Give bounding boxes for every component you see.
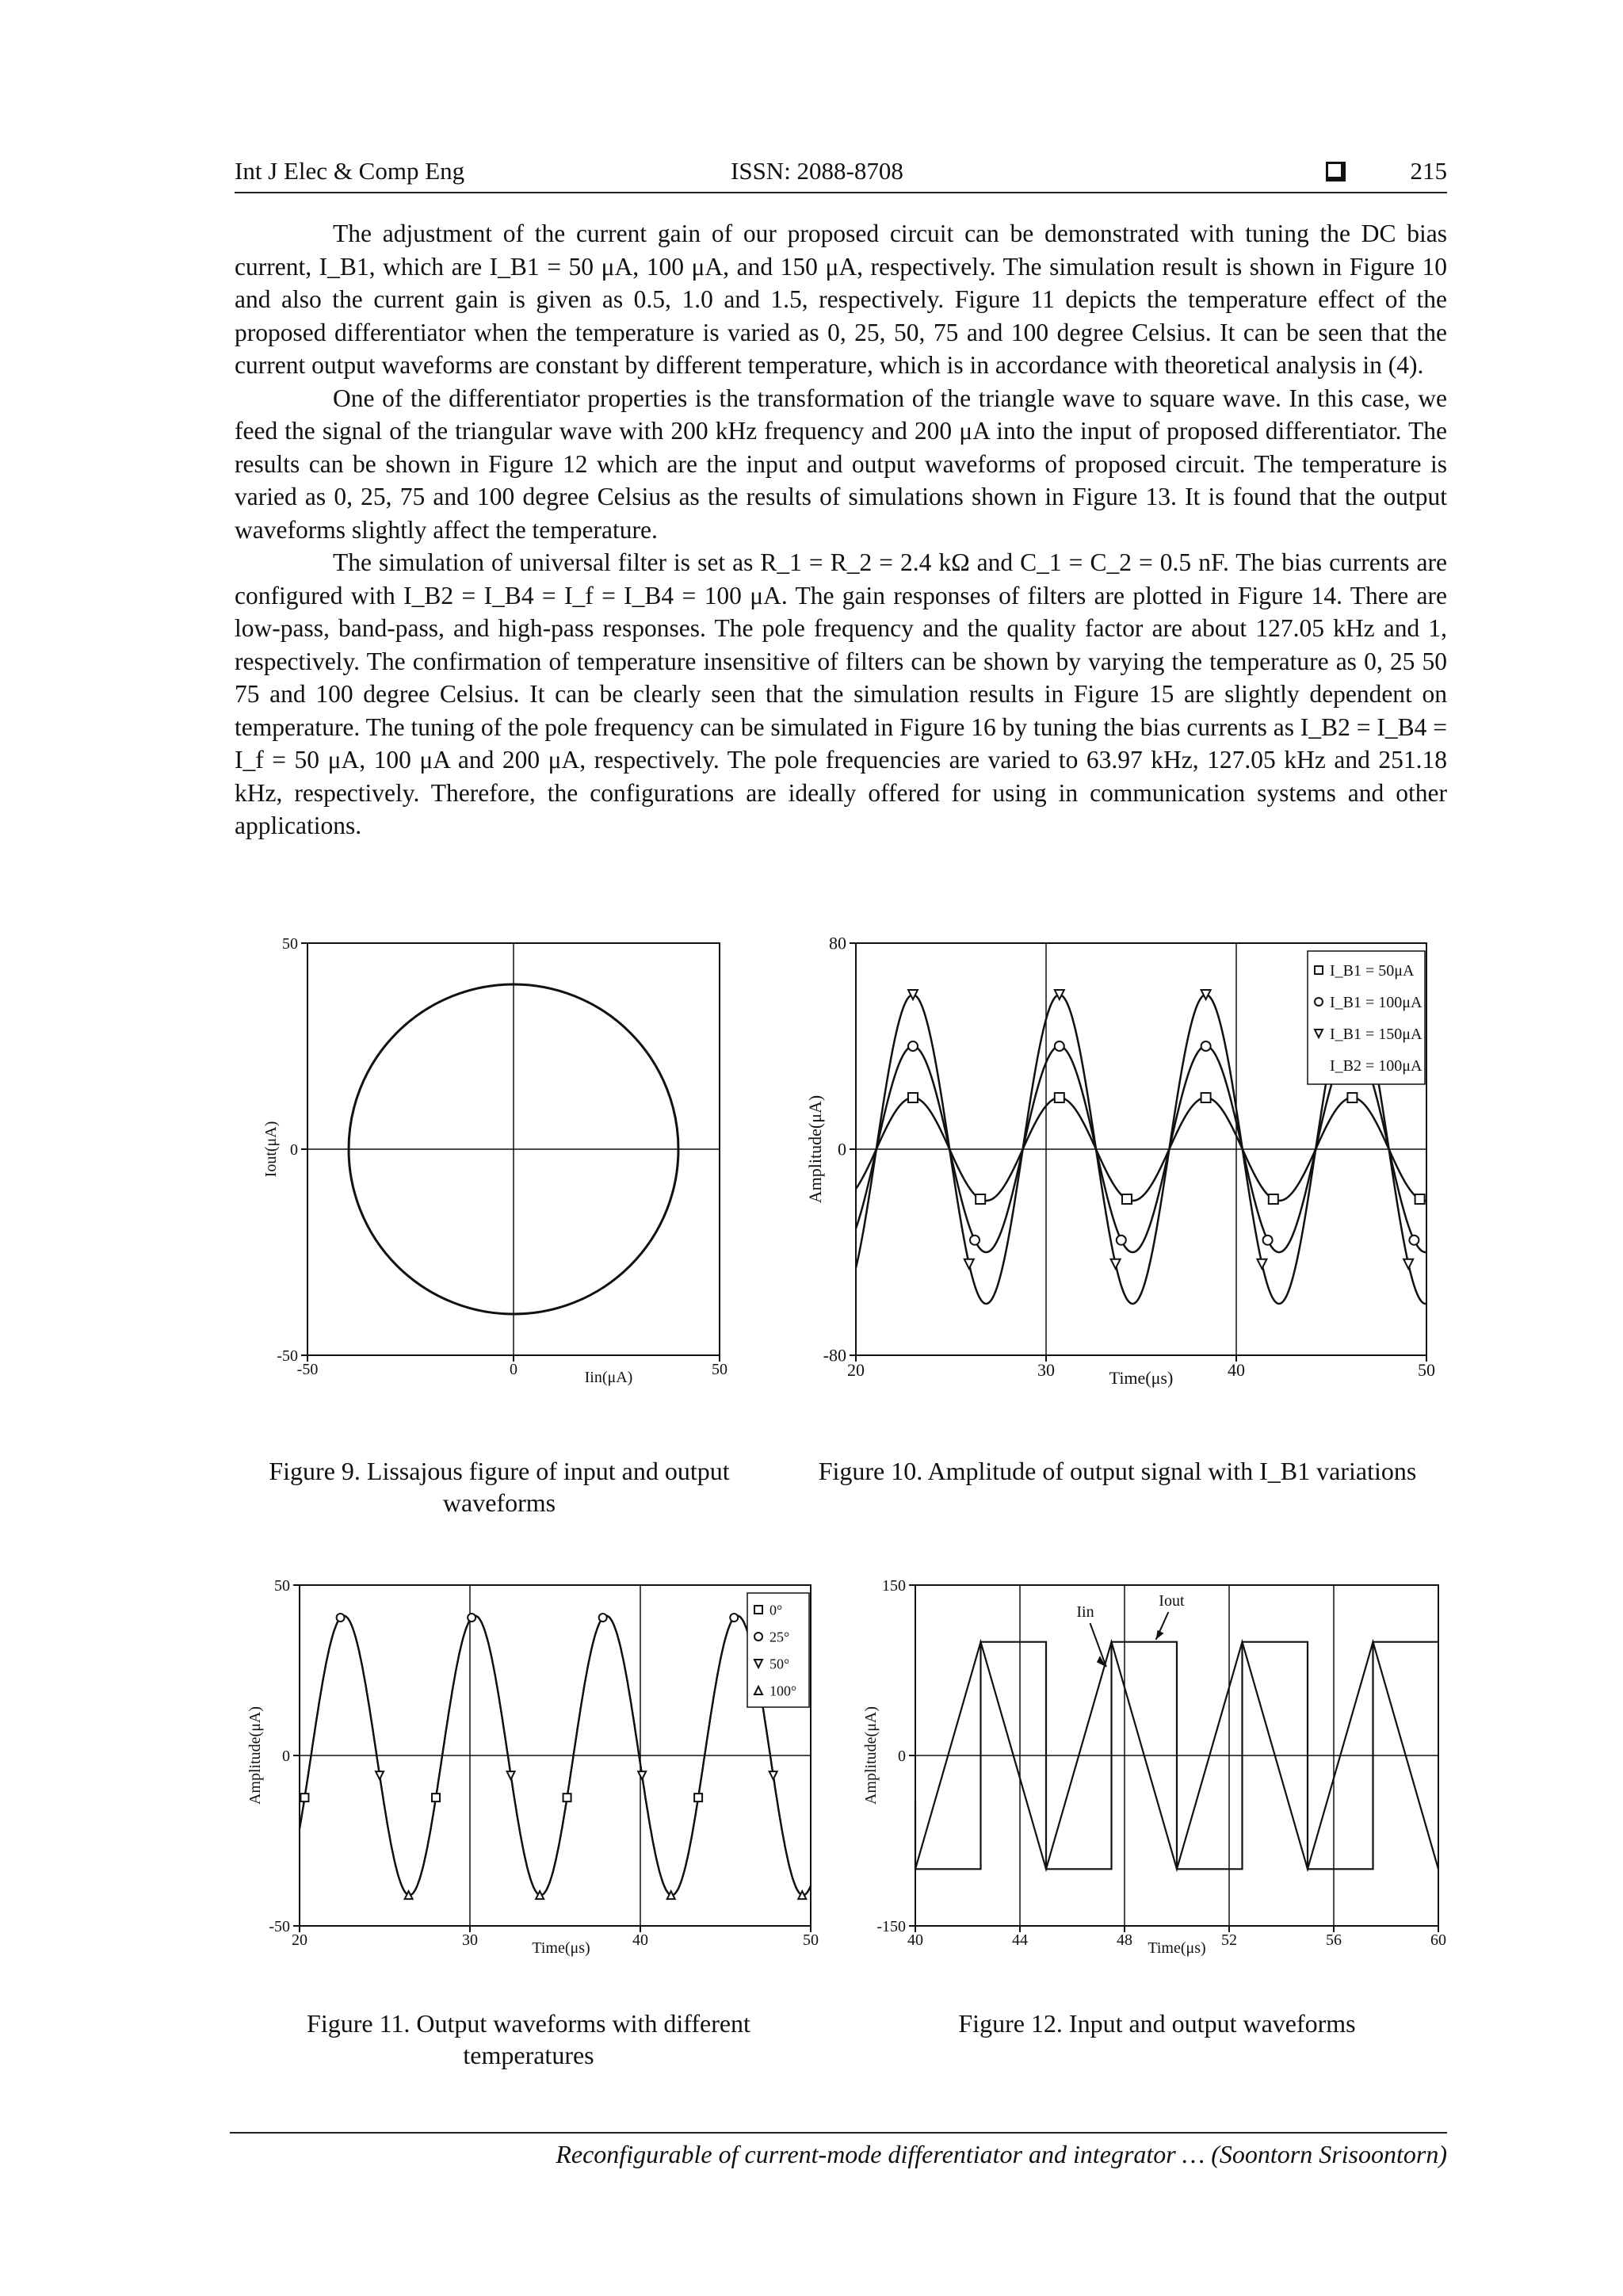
x-tick-label: 20 bbox=[292, 1931, 307, 1949]
y-tick-label: 150 bbox=[882, 1577, 906, 1595]
data-marker bbox=[300, 1794, 308, 1801]
y-tick-label: 0 bbox=[290, 1141, 298, 1159]
fig9-svg bbox=[252, 927, 759, 1403]
legend-label: 50° bbox=[769, 1656, 790, 1672]
figure-9-caption: Figure 9. Lissajous figure of input and output waveforms bbox=[269, 1457, 730, 1517]
fig12-svg bbox=[860, 1577, 1446, 1973]
data-marker bbox=[908, 1041, 918, 1051]
x-axis-label: Time(μs) bbox=[1109, 1368, 1174, 1388]
paragraph-3: The simulation of universal filter is set as R_1 = R_2 = 2.4 kΩ and C_1 = C_2 = 0.5 nF. The bias currents are configured with I_B2 = I_B4 = I_f = I_B4 = 100 μA. The gain responses of filters are plotted in Figure 14. There are low-pass, band-pass, and high-pass responses. The pole frequency and the quality factor are about 127.05 kHz and 1, respectively. The confirmation of temperature insensitive of filters can be shown by varying the temperature as 0, 25 50 75 and 100 degree Celsius. It can be clearly seen that the simulation results in Figure 15 are slightly dependent on temperature. The tuning of the pole frequency can be simulated in Figure 16 by tuning the bias currents as I_B2 = I_B4 = I_f = 50 μA, 100 μA and 200 μA, respectively. The pole frequencies are varied to 63.97 kHz, 127.05 kHz and 251.18 kHz, respectively. Therefore, the configurations are ideally offered for using in communication systems and other applications. bbox=[235, 548, 1447, 839]
data-marker bbox=[1201, 1041, 1211, 1051]
arrow-head-icon bbox=[1156, 1630, 1164, 1640]
data-marker bbox=[337, 1614, 345, 1622]
y-tick-label: -50 bbox=[277, 1347, 298, 1365]
data-marker bbox=[730, 1614, 738, 1622]
y-axis-label: Amplitude(μA) bbox=[805, 1095, 825, 1204]
x-tick-label: 48 bbox=[1117, 1931, 1132, 1949]
data-marker bbox=[638, 1771, 646, 1779]
data-marker bbox=[1055, 1041, 1064, 1051]
y-tick-label: 0 bbox=[898, 1748, 906, 1765]
figure-12-caption: Figure 12. Input and output waveforms bbox=[958, 2009, 1356, 2038]
y-tick-label: -50 bbox=[269, 1918, 290, 1935]
data-marker bbox=[1122, 1194, 1132, 1204]
page-header bbox=[235, 155, 1447, 193]
x-axis-label: Time(μs) bbox=[1148, 1939, 1206, 1957]
x-tick-label: 0 bbox=[510, 1361, 517, 1378]
legend-note: I_B2 = 100μA bbox=[1330, 1057, 1423, 1075]
data-marker bbox=[376, 1771, 384, 1779]
box-icon bbox=[1326, 162, 1343, 179]
data-marker bbox=[908, 990, 918, 999]
y-axis-label: Iout(μA) bbox=[262, 1121, 280, 1178]
x-tick-label: 44 bbox=[1012, 1931, 1028, 1949]
y-axis-label: Amplitude(μA) bbox=[246, 1706, 264, 1805]
figure-9-lissajous bbox=[252, 927, 759, 1403]
data-marker bbox=[1409, 1236, 1419, 1245]
x-tick-label: 40 bbox=[632, 1931, 648, 1949]
data-marker bbox=[970, 1236, 980, 1245]
x-tick-label: 60 bbox=[1430, 1931, 1446, 1949]
y-tick-label: -80 bbox=[823, 1345, 846, 1366]
legend-label: 25° bbox=[769, 1629, 790, 1645]
paragraph-1: The adjustment of the current gain of our proposed circuit can be demonstrated with tuning the DC bias current, I_B1, which are I_B1 = 50 μA, 100 μA, and 150 μA, respectively. The simulation result is shown in Figure 10 and also the current gain is given as 0.5, 1.0 and 1.5, respectively. Figure 11 depicts the temperature effect of the proposed differentiator when the temperature is varied as 0, 25, 50, 75 and 100 degree Celsius. It can be seen that the current output waveforms are constant by different temperature, which is in accordance with theoretical analysis in (4). bbox=[235, 220, 1447, 379]
data-marker bbox=[1415, 1194, 1425, 1204]
footer-rule bbox=[230, 2132, 1447, 2134]
data-marker bbox=[1055, 1093, 1064, 1102]
data-marker bbox=[1403, 1259, 1413, 1269]
data-marker bbox=[1117, 1236, 1126, 1245]
y-tick-label: -150 bbox=[876, 1918, 906, 1935]
legend-label: I_B1 = 50μA bbox=[1330, 962, 1415, 980]
x-tick-label: 52 bbox=[1221, 1931, 1237, 1949]
footer-text: Reconfigurable of current-mode differentiator and integrator … (Soontorn Srisoontorn) bbox=[556, 2140, 1447, 2168]
x-tick-label: 30 bbox=[1037, 1360, 1055, 1380]
data-marker bbox=[908, 1093, 918, 1102]
data-marker bbox=[599, 1614, 607, 1622]
figure-10-gain-variation bbox=[792, 927, 1442, 1403]
journal-name: Int J Elec & Comp Eng bbox=[235, 157, 465, 185]
legend-label: 0° bbox=[769, 1602, 783, 1618]
data-marker bbox=[1263, 1236, 1273, 1245]
data-marker bbox=[1055, 990, 1064, 999]
x-tick-label: 40 bbox=[1228, 1360, 1245, 1380]
y-tick-label: 0 bbox=[282, 1748, 290, 1765]
y-tick-label: 0 bbox=[838, 1139, 846, 1159]
x-tick-label: 20 bbox=[847, 1360, 865, 1380]
issn: ISSN: 2088-8708 bbox=[731, 157, 903, 185]
y-axis-label: Amplitude(μA) bbox=[862, 1706, 880, 1805]
x-axis-label: Time(μs) bbox=[532, 1939, 590, 1957]
legend-label: 100° bbox=[769, 1683, 797, 1699]
legend-marker bbox=[754, 1633, 762, 1641]
data-marker bbox=[1269, 1194, 1278, 1204]
annotation-iout: Iout bbox=[1159, 1592, 1185, 1610]
legend-label: I_B1 = 150μA bbox=[1330, 1026, 1423, 1043]
y-tick-label: 80 bbox=[829, 933, 846, 953]
data-marker bbox=[964, 1259, 974, 1269]
x-tick-label: -50 bbox=[296, 1361, 319, 1378]
body-text bbox=[235, 217, 1447, 842]
paragraph-2: One of the differentiator properties is the transformation of the triangle wave to square wave. In this case, we feed the signal of the triangular wave with 200 kHz frequency and 200 μA into the input of proposed differentiator. The results can be shown in Figure 12 which are the input and output waveforms of proposed circuit. The temperature is varied as 0, 25, 75 and 100 degree Celsius as the results of simulations shown in Figure 13. It is found that the output waveforms slightly affect the temperature. bbox=[235, 384, 1447, 544]
figure-10-caption: Figure 10. Amplitude of output signal with I_B1 variations bbox=[818, 1457, 1417, 1485]
x-tick-label: 50 bbox=[1418, 1360, 1435, 1380]
data-marker bbox=[1201, 990, 1211, 999]
data-marker bbox=[976, 1194, 985, 1204]
figure-12-input-output bbox=[860, 1577, 1446, 1973]
legend-label: I_B1 = 100μA bbox=[1330, 994, 1423, 1011]
fig11-svg bbox=[244, 1577, 819, 1973]
fig10-svg bbox=[792, 927, 1442, 1403]
x-tick-label: 50 bbox=[712, 1361, 727, 1378]
x-tick-label: 30 bbox=[462, 1931, 478, 1949]
y-tick-label: 50 bbox=[282, 935, 298, 953]
y-tick-label: 50 bbox=[274, 1577, 290, 1595]
data-marker bbox=[468, 1614, 475, 1622]
data-marker bbox=[1257, 1259, 1266, 1269]
legend-marker bbox=[1315, 998, 1323, 1006]
data-marker bbox=[1111, 1259, 1121, 1269]
legend-marker bbox=[1315, 966, 1323, 974]
x-tick-label: 50 bbox=[803, 1931, 819, 1949]
x-tick-label: 40 bbox=[907, 1931, 923, 1949]
data-marker bbox=[432, 1794, 440, 1801]
figure-11-caption: Figure 11. Output waveforms with different temperatures bbox=[307, 2009, 750, 2069]
data-marker bbox=[507, 1771, 515, 1779]
x-tick-label: 56 bbox=[1326, 1931, 1342, 1949]
data-marker bbox=[1201, 1093, 1211, 1102]
annotation-iin: Iin bbox=[1076, 1603, 1094, 1621]
figure-11-temperature bbox=[244, 1577, 819, 1973]
data-marker bbox=[1347, 1093, 1357, 1102]
data-marker bbox=[769, 1771, 777, 1779]
page-number: 215 bbox=[1410, 157, 1447, 185]
legend-marker bbox=[754, 1606, 762, 1614]
data-marker bbox=[563, 1794, 571, 1801]
x-axis-label: Iin(μA) bbox=[584, 1369, 633, 1386]
data-marker bbox=[694, 1794, 702, 1801]
